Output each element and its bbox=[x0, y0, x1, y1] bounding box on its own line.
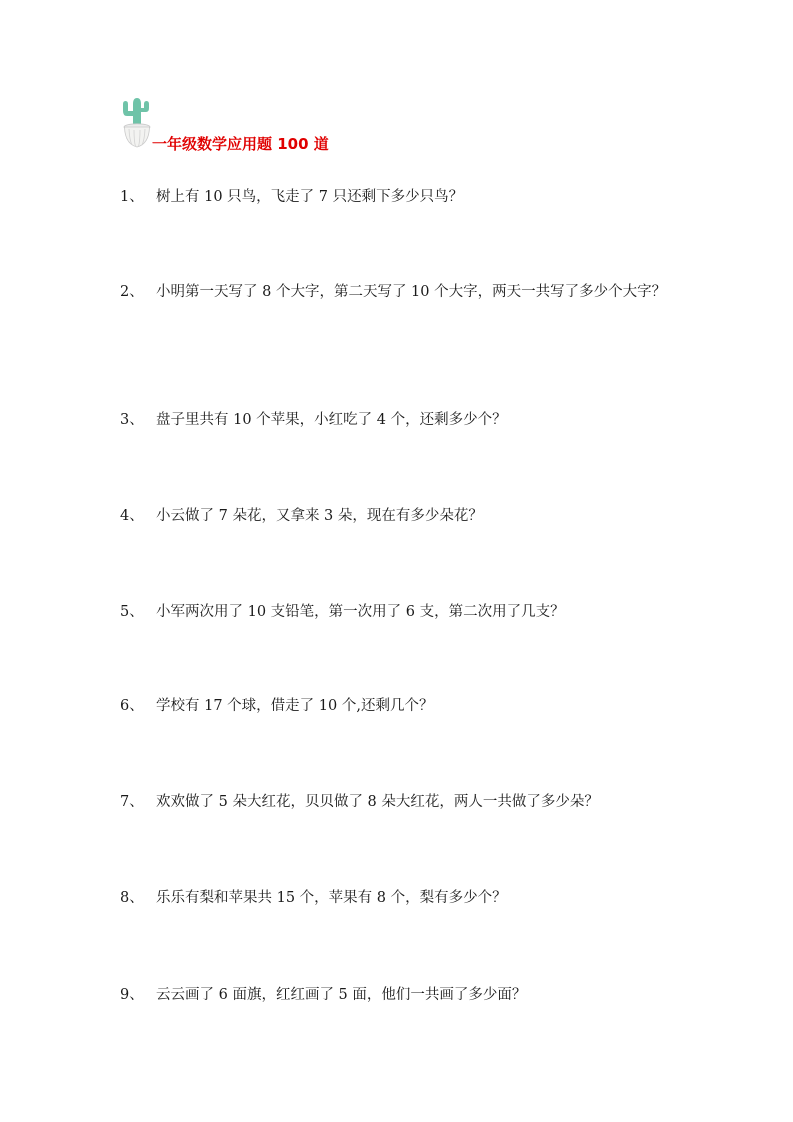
question-item bbox=[120, 597, 680, 627]
question-text: 学校有 17 个球，借走了 10 个,还剩几个？ bbox=[156, 698, 434, 714]
question-number: 7、 bbox=[120, 794, 144, 810]
question-item bbox=[120, 787, 680, 817]
question-number: 8、 bbox=[120, 890, 144, 906]
question-number: 4、 bbox=[120, 508, 144, 524]
question-text: 乐乐有梨和苹果共 15 个，苹果有 8 个，梨有多少个？ bbox=[156, 890, 507, 906]
question-number: 5、 bbox=[120, 604, 144, 620]
document-header bbox=[116, 92, 476, 152]
question-text: 小军两次用了 10 支铅笔，第一次用了 6 支，第二次用了几支？ bbox=[156, 604, 565, 620]
document-title: 一年级数学应用题 100 道 bbox=[152, 135, 329, 153]
question-text: 树上有 10 只鸟，飞走了 7 只还剩下多少只鸟？ bbox=[156, 189, 464, 205]
question-item bbox=[120, 405, 680, 435]
question-text: 小云做了 7 朵花，又拿来 3 朵，现在有多少朵花？ bbox=[156, 508, 483, 524]
question-text: 云云画了 6 面旗，红红画了 5 面，他们一共画了多少面？ bbox=[156, 987, 527, 1003]
question-item bbox=[120, 277, 680, 307]
question-number: 6、 bbox=[120, 698, 144, 714]
question-item bbox=[120, 883, 680, 913]
cactus-icon bbox=[116, 92, 156, 150]
question-number: 1、 bbox=[120, 189, 144, 205]
question-number: 3、 bbox=[120, 412, 144, 428]
question-text: 小明第一天写了 8 个大字，第二天写了 10 个大字，两天一共写了多少个大字？ bbox=[156, 284, 667, 300]
question-text: 盘子里共有 10 个苹果，小红吃了 4 个，还剩多少个？ bbox=[156, 412, 507, 428]
question-item bbox=[120, 691, 680, 721]
question-number: 2、 bbox=[120, 284, 144, 300]
question-item bbox=[120, 501, 680, 531]
question-item bbox=[120, 980, 680, 1010]
question-text: 欢欢做了 5 朵大红花，贝贝做了 8 朵大红花，两人一共做了多少朵？ bbox=[156, 794, 599, 810]
question-number: 9、 bbox=[120, 987, 144, 1003]
question-item bbox=[120, 182, 680, 212]
